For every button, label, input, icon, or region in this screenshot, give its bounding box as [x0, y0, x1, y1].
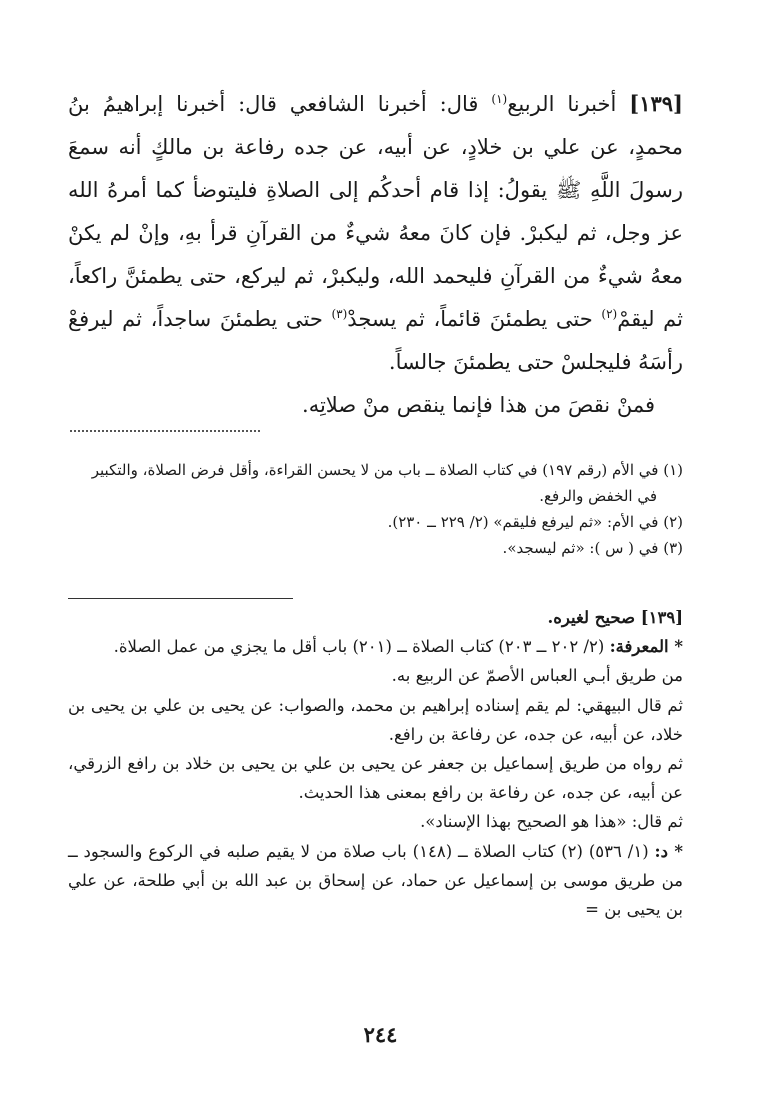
takhrij-line-3: ثم رواه من طريق إسماعيل بن جعفر عن يحيى بن علي بن يحيى بن خلاد بن رافع الزرقي، عن أبيه، عن جده، عن رفاعة بن رافع بمعنى هذا الحديث.	[68, 754, 683, 803]
footnote-marker-1[interactable]: (١)	[491, 92, 508, 106]
takhrij-line-4: ثم قال: «هذا هو الصحيح بهذا الإسناد».	[420, 812, 683, 832]
footnote-2: (٢) في الأم: «ثم ليرفع فليقم» (٢/ ٢٢٩ ــ ٢٣٠).	[387, 513, 683, 531]
takhrij-section	[68, 603, 683, 924]
hadith-paragraph	[68, 82, 683, 384]
footnote-marker-2[interactable]: (٢)	[601, 307, 618, 321]
footnote-1: (١) في الأم (رقم ١٩٧) في كتاب الصلاة ــ باب من لا يحسن القراءة، وأقل فرض الصلاة، والتكبير	[91, 461, 683, 479]
hadith-closing: فمنْ نقصَ من هذا فإنما ينقص منْ صلاتِه.	[302, 393, 655, 417]
marefa-label: * المعرفة:	[609, 637, 683, 657]
takhrij-separator	[68, 598, 293, 599]
hadith-text	[68, 82, 683, 427]
takhrij-header: [١٣٩] صحيح لغيره.	[547, 608, 683, 627]
dawud-text: (١/ ٥٣٦) (٢) كتاب الصلاة ــ (١٤٨) باب صلاة من لا يقيم صلبه في الركوع والسجود ــ من طريق موسى بن إسماعيل عن حماد، عن إسحاق بن عبد الله بن أبي طلحة، عن علي بن يحيى بن =	[68, 841, 683, 920]
footnote-3: (٣) في ( س ): «ثم ليسجد».	[502, 539, 683, 557]
takhrij-line-2: ثم قال البيهقي: لم يقم إسناده إبراهيم بن محمد، والصواب: عن يحيى بن علي بن يحيى بن خلاد، عن أبيه، عن جده، عن رفاعة بن رافع.	[68, 695, 683, 744]
page-number: ٢٤٤	[363, 1022, 398, 1047]
footnotes	[68, 457, 683, 561]
hadith-text-part-4: حتى يطمئنَ ساجداً، ثم ليرفعْ رأسَهُ فليجلسْ حتى يطمئنَ جالساً.	[68, 307, 683, 374]
takhrij-dawud	[68, 837, 683, 925]
takhrij-line-1: من طريق أبـي العباس الأصمّ عن الربيع به.	[391, 666, 683, 686]
hadith-text-part-1: أخبرنا الربيع	[507, 92, 617, 116]
footnote-separator	[70, 430, 260, 434]
hadith-text-part-2: قال: أخبرنا الشافعي قال: أخبرنا إبراهيمُ بنُ محمدٍ، عن علي بن خلادٍ، عن أبيه، عن جده رفاعة بن مالكٍ أنه سمعَ رسولَ اللَّهِ ﷺ يقولُ: إذا قام أحدكُم إلى الصلاةِ فليتوضأ كما أمرهُ الله عز وجل، ثم ليكبرْ. فإن كانَ معهُ شيءٌ من القرآنِ قرأ بهِ، وإنْ لم يكنْ معهُ شيءٌ من القرآنِ فليحمد الله، وليكبرْ، ثم ليركع، حتى يطمئنَّ راكعاً، ثم ليقمْ	[68, 92, 683, 331]
footnote-1-continued: في الخفض والرفع.	[539, 487, 657, 505]
marefa-text: (٢/ ٢٠٢ ــ ٢٠٣) كتاب الصلاة ــ (٢٠١) باب أقل ما يجزي من عمل الصلاة.	[113, 637, 605, 657]
hadith-number: [١٣٩]	[629, 91, 683, 116]
hadith-text-part-3: حتى يطمئنَ قائماً، ثم يسجدْ	[347, 307, 593, 331]
dawud-label: * د:	[654, 841, 684, 861]
footnote-marker-3[interactable]: (٣)	[331, 307, 348, 321]
takhrij-marefa	[68, 632, 683, 661]
